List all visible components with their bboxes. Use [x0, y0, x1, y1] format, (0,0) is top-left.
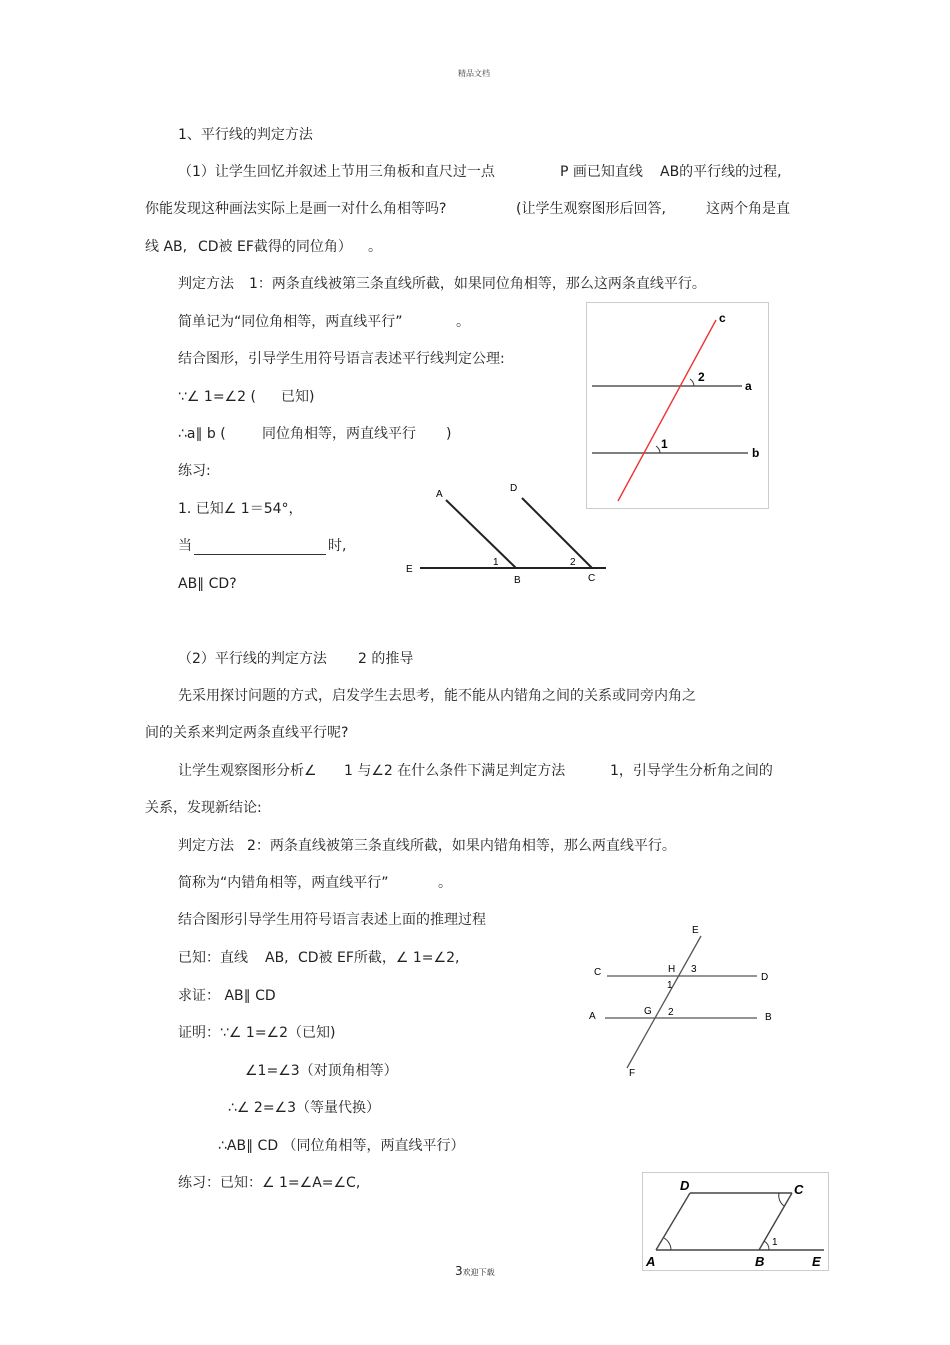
- label-F: F: [629, 1068, 636, 1079]
- because-line-b: 已知): [281, 389, 315, 405]
- exercise1-question: AB∥ CD?: [178, 576, 237, 592]
- para3-line1c: 1，引导学生分析角之间的: [610, 763, 773, 779]
- short1-text: 简单记为“同位角相等，两直线平行”: [178, 314, 403, 330]
- label-D: D: [680, 1178, 690, 1193]
- practice-label: 练习:: [178, 463, 211, 479]
- label-angle1: 1: [661, 437, 668, 451]
- figure-exercise1: [400, 478, 612, 590]
- angleA-arc: [664, 1238, 671, 1250]
- short1-end: 。: [456, 314, 470, 330]
- para1-line3a: 线 AB,: [145, 239, 188, 255]
- label-angle2: 2: [698, 370, 705, 384]
- para3-line2: 关系，发现新结论:: [145, 800, 262, 816]
- therefore-line-c: ): [446, 426, 452, 442]
- exercise1-condition: [178, 537, 346, 555]
- angle2-arc: [690, 379, 694, 386]
- label-D: D: [761, 972, 769, 983]
- transversal-c: [618, 320, 716, 501]
- para2-line2: 间的关系来判定两条直线平行呢?: [145, 725, 349, 741]
- label-A: A: [436, 489, 443, 500]
- para1-line1b: P 画已知直线: [560, 164, 643, 180]
- para3-line1a: 让学生观察图形分析∠: [178, 763, 317, 779]
- exercise1-time: 时,: [328, 538, 347, 554]
- label-C: C: [794, 1182, 804, 1197]
- para1-line1c: AB的平行线的过程,: [660, 164, 782, 180]
- section2-title-b: 2 的推导: [358, 651, 414, 667]
- line-dc: [522, 498, 592, 568]
- given-b: AB,: [265, 950, 289, 966]
- angle1-arc: [656, 446, 660, 453]
- short2-text: 简称为“内错角相等，两直线平行”: [178, 875, 389, 891]
- side-ad: [656, 1193, 690, 1250]
- figure-parallel-ab: [586, 302, 770, 510]
- label-a: a: [745, 379, 752, 393]
- proof-line2: ∠1=∠3（对顶角相等）: [245, 1063, 398, 1079]
- method2-text: 2：两条直线被第三条直线所截，如果内错角相等，那么两直线平行。: [247, 838, 676, 854]
- exercise1-given: 1. 已知∠ 1＝54°，: [178, 501, 303, 517]
- method2-label: 判定方法: [178, 838, 234, 854]
- proof-line4: ∴AB∥ CD （同位角相等，两直线平行）: [218, 1138, 465, 1154]
- label-angle2: 2: [668, 1007, 674, 1018]
- method1-label: 判定方法: [178, 276, 234, 292]
- section2-title-a: （2）平行线的判定方法: [178, 651, 327, 667]
- label-D: D: [510, 483, 518, 494]
- line-ab: [446, 500, 516, 568]
- label-C: C: [594, 967, 602, 978]
- label-C: C: [588, 573, 596, 584]
- section1-title: 1、平行线的判定方法: [178, 127, 313, 143]
- given-c: CD被 EF所截，∠ 1=∠2,: [298, 950, 460, 966]
- figure-alternate-angles: [585, 922, 785, 1080]
- label-b: b: [752, 446, 760, 460]
- proof-line3: ∴∠ 2=∠3（等量代换）: [228, 1100, 381, 1116]
- short2-end: 。: [438, 875, 452, 891]
- combine2-text: 结合图形引导学生用符号语言表述上面的推理过程: [178, 912, 486, 928]
- label-angle1: 1: [493, 557, 499, 568]
- label-E: E: [406, 564, 413, 575]
- combine1-text: 结合图形，引导学生用符号语言表述平行线判定公理:: [178, 351, 505, 367]
- line-ef: [627, 936, 701, 1068]
- para1-line3b: CD被 EF截得的同位角）: [198, 239, 352, 255]
- angle1-arc: [764, 1241, 769, 1250]
- label-E: E: [692, 925, 699, 936]
- para3-line1b: 1 与∠2 在什么条件下满足判定方法: [344, 763, 566, 779]
- label-B: B: [514, 575, 521, 586]
- footer-text: 欢迎下载: [462, 1268, 495, 1277]
- label-A: A: [646, 1254, 656, 1269]
- para1-line2b: (让学生观察图形后回答,: [516, 201, 666, 217]
- label-c: c: [719, 311, 726, 325]
- para1-line2a: 你能发现这种画法实际上是画一对什么角相等吗?: [145, 201, 447, 217]
- therefore-line-b: 同位角相等，两直线平行: [262, 426, 416, 442]
- angleC-arc: [779, 1193, 784, 1206]
- page-header: 精品文档: [458, 69, 490, 78]
- exercise2-text: 练习：已知：∠ 1=∠A=∠C,: [178, 1175, 361, 1191]
- page-footer: [455, 1260, 495, 1279]
- label-angle3: 3: [691, 964, 697, 975]
- para1-line3c: 。: [368, 239, 382, 255]
- exercise1-when: 当: [178, 538, 192, 554]
- method1-text: 1：两条直线被第三条直线所截，如果同位角相等，那么这两条直线平行。: [249, 276, 706, 292]
- label-A: A: [589, 1011, 596, 1022]
- para1-line2c: 这两个角是直: [706, 201, 790, 217]
- page-number: 3: [455, 1264, 463, 1278]
- proof-line1: 证明：∵∠ 1=∠2（已知): [178, 1025, 336, 1041]
- answer-blank[interactable]: [194, 540, 326, 555]
- prove-text: 求证： AB∥ CD: [178, 988, 276, 1004]
- figure-parallelogram: [642, 1172, 830, 1272]
- figure1-frame: [587, 303, 769, 509]
- label-H: H: [668, 964, 676, 975]
- label-B: B: [755, 1254, 765, 1269]
- para2-line1: 先采用探讨问题的方式，启发学生去思考，能不能从内错角之间的关系或同旁内角之: [178, 688, 696, 704]
- label-G: G: [644, 1006, 652, 1017]
- given-a: 已知：直线: [178, 950, 248, 966]
- para1-line1a: （1）让学生回忆并叙述上节用三角板和直尺过一点: [178, 164, 495, 180]
- label-E: E: [812, 1254, 821, 1269]
- because-line-a: ∵∠ 1=∠2 (: [178, 389, 256, 405]
- label-angle2: 2: [570, 557, 576, 568]
- label-angle1: 1: [667, 980, 673, 991]
- label-B: B: [765, 1012, 772, 1023]
- therefore-line-a: ∴a∥ b (: [178, 426, 226, 442]
- label-angle1: 1: [772, 1237, 778, 1248]
